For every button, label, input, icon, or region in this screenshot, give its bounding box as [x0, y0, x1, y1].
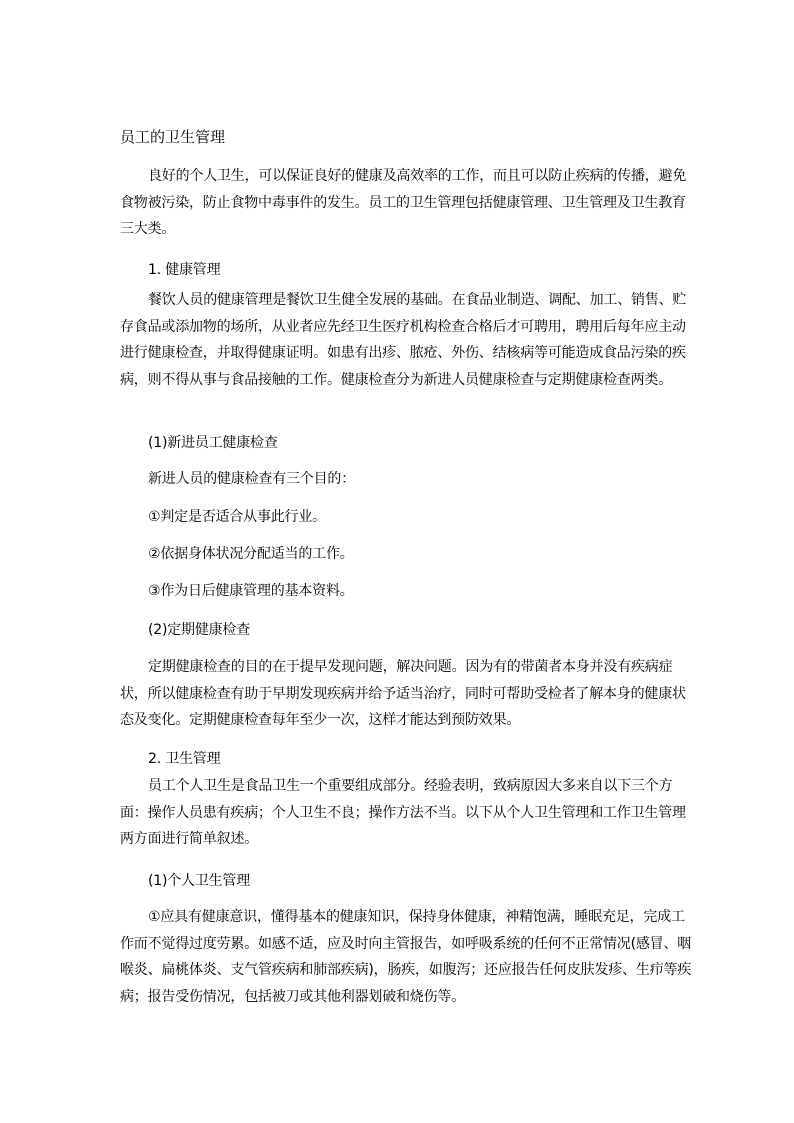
- subsection-heading-personal-hygiene: (1)个人卫生管理: [148, 873, 251, 889]
- subsection-heading-periodic-check: (2)定期健康检查: [148, 622, 251, 638]
- intro-paragraph: 良好的个人卫生，可以保证良好的健康及高效率的工作，而且可以防止疾病的传播，避免食物被污染，防止食物中毒事件的发生。员工的卫生管理包括健康管理、卫生管理及卫生教育三大类。: [120, 168, 687, 237]
- new-staff-check-lead: 新进人员的健康检查有三个目的：: [148, 471, 355, 487]
- document-title: 员工的卫生管理: [120, 128, 226, 146]
- periodic-check-paragraph: 定期健康检查的目的在于提早发现问题，解决问题。因为有的带菌者本身并没有疾病症状，所以健康检查有助于早期发现疾病并给予适当治疗，同时可帮助受检者了解本身的健康状态及变化。定期健康检查每年至少一次，这样才能达到预防效果。: [120, 659, 686, 728]
- personal-hygiene-paragraph: ①应具有健康意识，懂得基本的健康知识，保持身体健康，神精饱满，睡眠充足，完成工作而不觉得过度劳累。如感不适，应及时向主管报告，如呼吸系统的任何不正常情况(感冒、咽喉炎、扁桃体炎、支气管疾病和肺部疾病)，肠疾，如腹泻；还应报告任何皮肤发疹、生疖等疾病；报告受伤情况，包括被刀或其他利器划破和烧伤等。: [120, 909, 692, 1005]
- list-item: ①判定是否适合从事此行业。: [148, 509, 326, 525]
- health-management-paragraph: 餐饮人员的健康管理是餐饮卫生健全发展的基础。在食品业制造、调配、加工、销售、贮存食品或添加物的场所，从业者应先经卫生医疗机构检查合格后才可聘用，聘用后每年应主动进行健康检查，并取得健康证明。如患有出疹、脓疮、外伤、结核病等可能造成食品污染的疾病，则不得从事与食品接触的工作。健康检查分为新进人员健康检查与定期健康检查两类。: [120, 292, 687, 388]
- subsection-heading-new-staff-check: (1)新进员工健康检查: [148, 435, 278, 451]
- hygiene-management-paragraph: 员工个人卫生是食品卫生一个重要组成部分。经验表明，致病原因大多来自以下三个方面：操作人员患有疾病；个人卫生不良；操作方法不当。以下从个人卫生管理和工作卫生管理两方面进行简单叙述。: [120, 778, 686, 847]
- list-item: ②依据身体状况分配适当的工作。: [148, 546, 354, 562]
- list-item: ③作为日后健康管理的基本资料。: [148, 583, 354, 599]
- section-heading-health-management: 1. 健康管理: [148, 262, 221, 278]
- section-heading-hygiene-management: 2. 卫生管理: [148, 751, 221, 767]
